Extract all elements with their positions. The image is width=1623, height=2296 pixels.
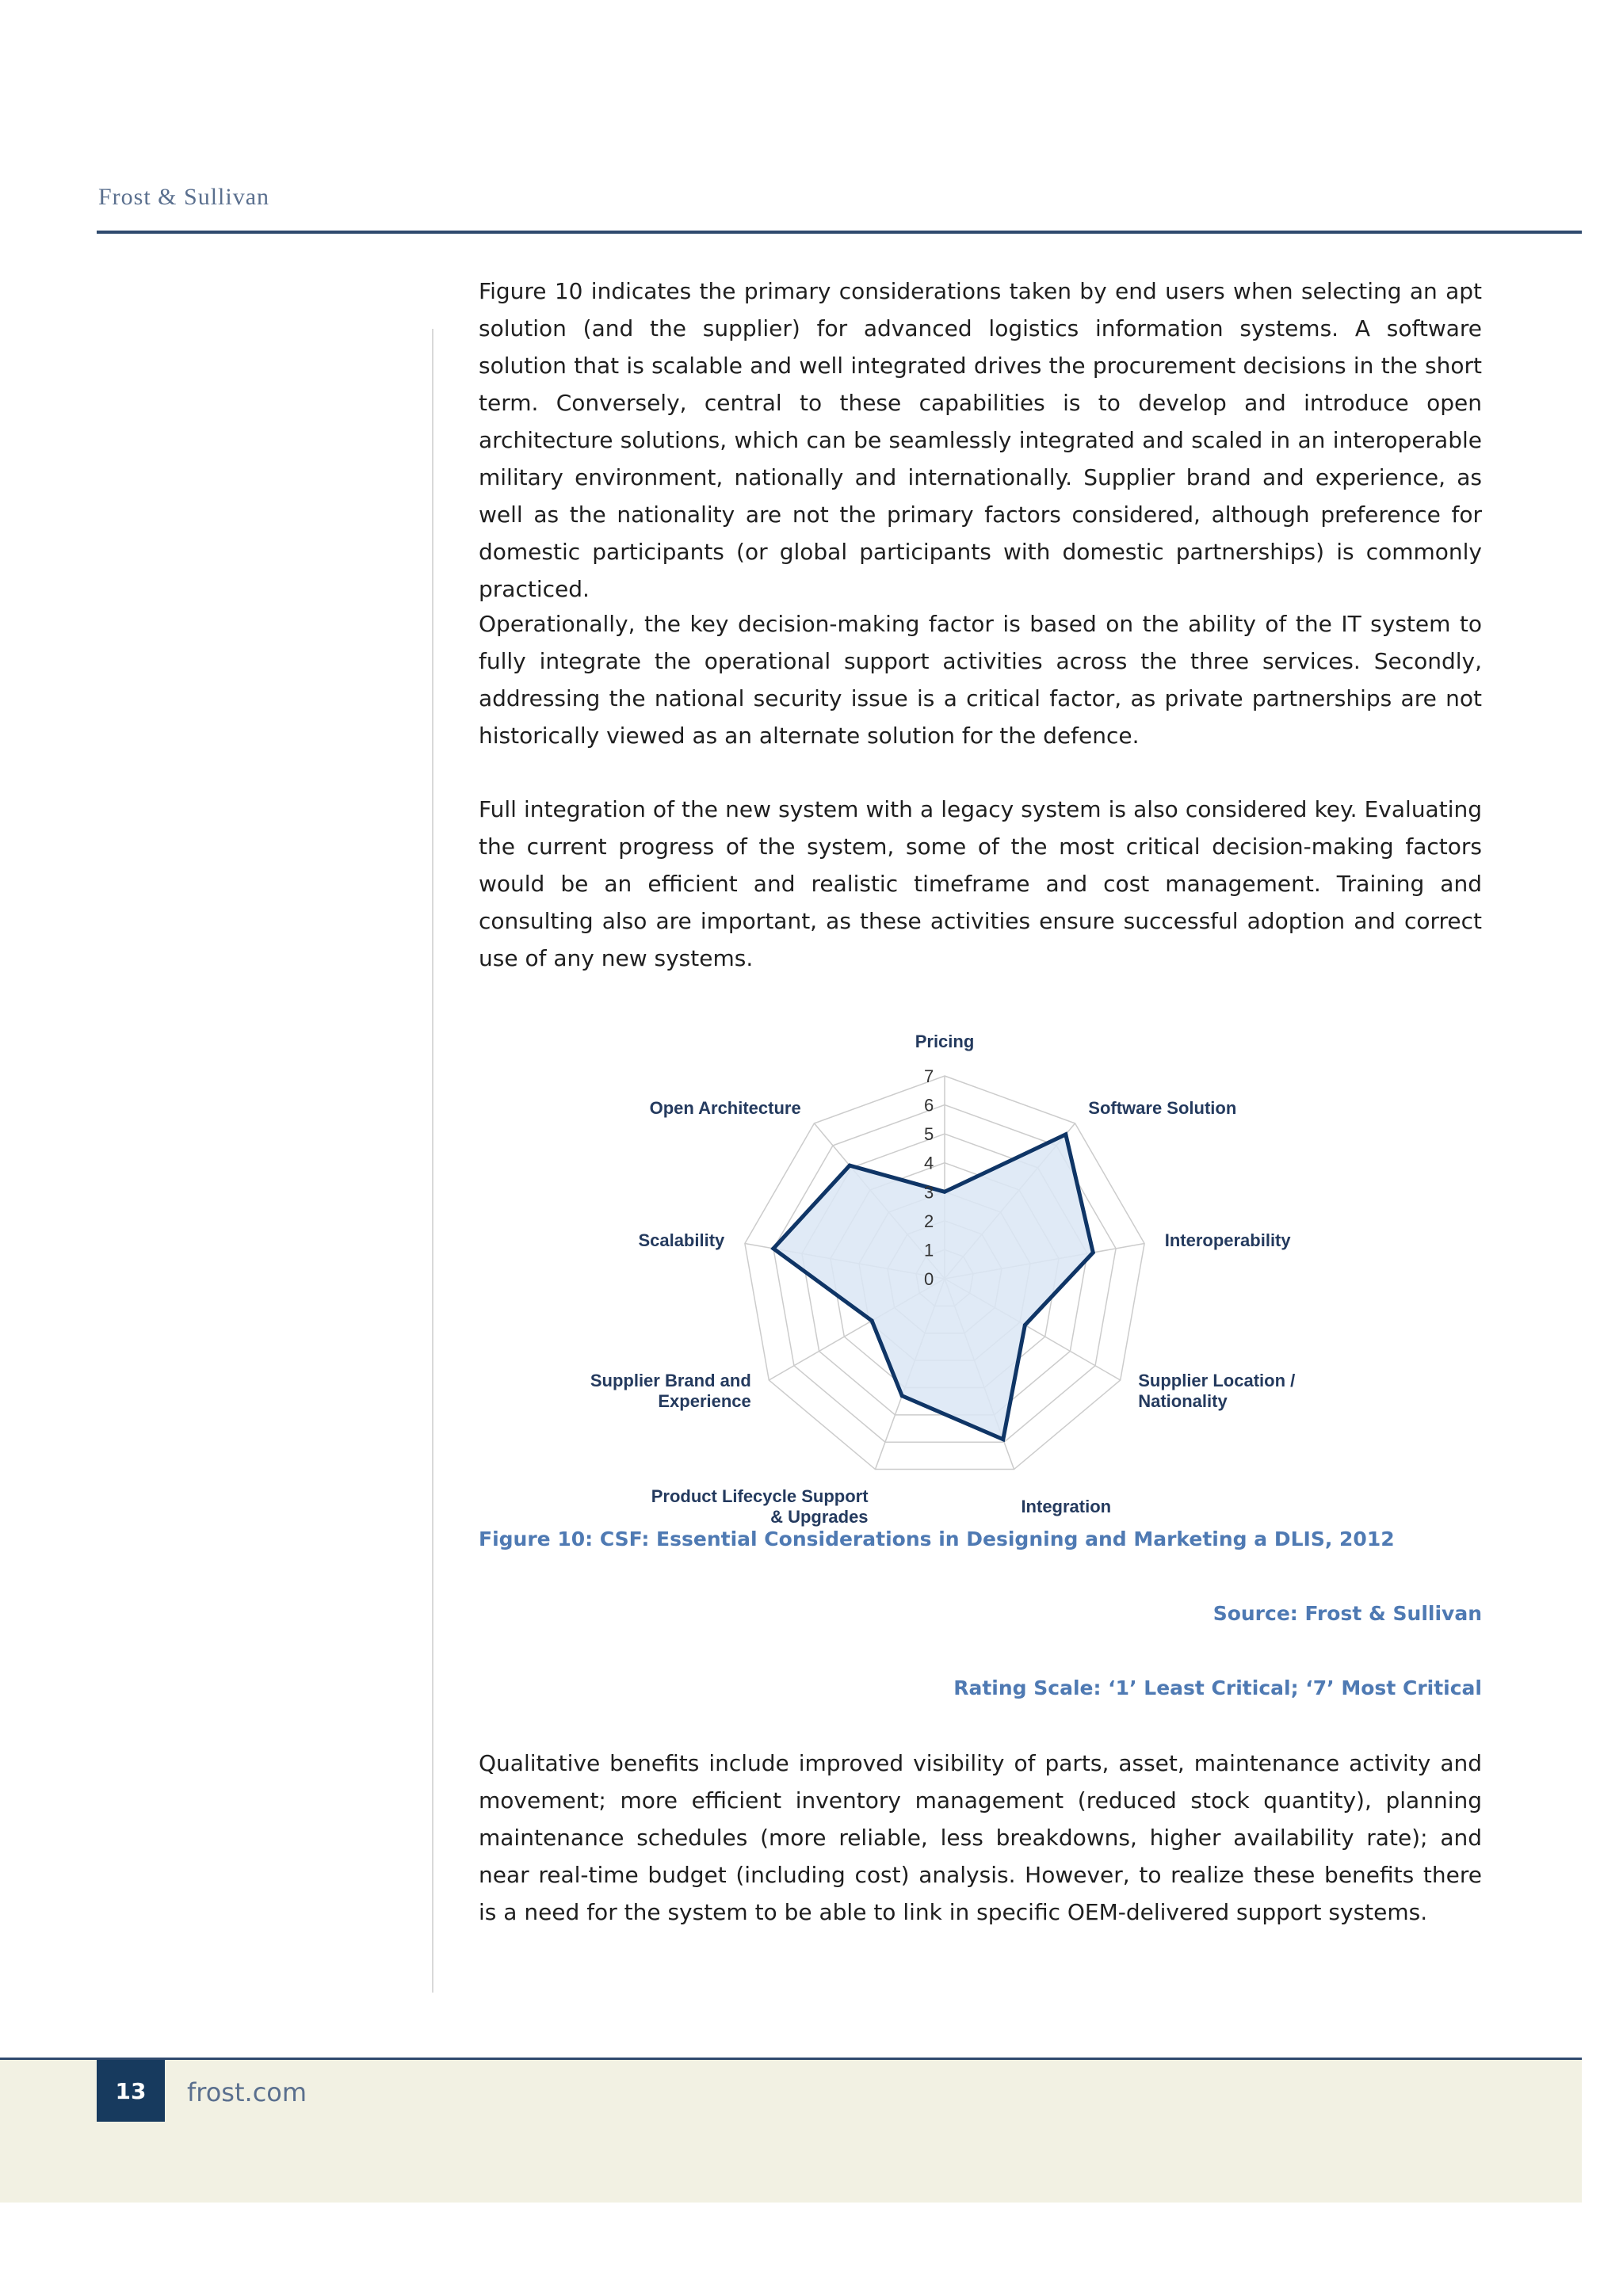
paragraph-3: Full integration of the new system with a legacy system is also considered key. Evaluating the current progress of the system, some of the most critical decision-making factors would be an efficient and realistic timeframe and cost management. Training and consulting also are important, as these activities ensure successful adoption and correct use of any new systems. [479,796,1482,971]
tick-label-3: 3 [924,1182,934,1203]
rating-scale: Rating Scale: ‘1’ Least Critical; ‘7’ Most Critical [953,1676,1482,1699]
header-rule [97,231,1582,234]
data-point-5 [900,1394,904,1398]
tick-label-0: 0 [924,1269,934,1289]
page-number: 13 [97,2060,165,2122]
data-point-1 [1064,1132,1067,1136]
figure-caption: Figure 10: CSF: Essential Considerations in Designing and Marketing a DLIS, 2012 [479,1527,1395,1550]
tick-label-4: 4 [924,1153,934,1173]
paragraph-2: Operationally, the key decision-making factor is based on the ability of the IT system to fully integrate the operational support activities across the three services. Secondly, addressing the national security issue is a critical factor, as private partnerships are not historically viewed as an alternate solution for the defence. [479,611,1482,749]
tick-label-6: 6 [924,1095,934,1116]
tick-label-7: 7 [924,1066,934,1086]
category-label-4: Integration [1021,1496,1112,1516]
data-point-7 [771,1246,775,1250]
tick-label-5: 5 [924,1124,934,1145]
category-label-8: Open Architecture [649,1097,801,1118]
tick-label-2: 2 [924,1211,934,1231]
data-point-6 [870,1319,874,1323]
figure-source: Source: Frost & Sullivan [1212,1602,1482,1625]
paragraph-1: Figure 10 indicates the primary considerations taken by end users when selecting an apt solution (and the supplier) for advanced logistics information systems. A software solution that is scalable and well integrated drives the procurement decisions in the short term. Conversely, central to these capabilities is to develop and introduce open architecture solutions, which can be seamlessly integrated and scaled in an interoperable military environment, nationally and internationally. Supplier brand and experience, as well as the nationality are not the primary factors considered, although preference for domestic participants (or global participants with domestic partnerships) is commonly practiced. [479,278,1482,602]
tick-label-1: 1 [924,1240,934,1261]
data-point-2 [1091,1250,1095,1254]
category-label-3: Supplier Location / Nationality [1138,1371,1296,1411]
radar-chart [571,1022,1331,1527]
data-point-3 [1023,1323,1027,1327]
category-label-0: Pricing [915,1032,975,1051]
category-label-5: Product Lifecycle Support & Upgrades [651,1486,869,1527]
footer-site-link[interactable]: frost.com [187,2077,307,2107]
paragraph-4: Qualitative benefits include improved visibility of parts, asset, maintenance activity and movement; more efficient inventory management (reduced stock quantity), planning maintenance schedules (more reliable, less breakdowns, higher availability rate); and near real-time budget (including cost) analysis. However, to realize these benefits there is a need for the system to be able to link in specific OEM-delivered support systems. [479,1750,1482,1925]
data-point-0 [943,1190,947,1194]
radar-chart-container [571,1022,1331,1527]
category-label-1: Software Solution [1088,1097,1237,1118]
brand-name: Frost & Sullivan [98,184,270,210]
sidebar-divider [432,329,433,1993]
category-label-2: Interoperability [1164,1230,1291,1251]
data-point-8 [848,1164,852,1168]
category-label-6: Supplier Brand and Experience [590,1371,751,1411]
data-point-4 [1001,1437,1005,1441]
category-label-7: Scalability [638,1230,725,1251]
